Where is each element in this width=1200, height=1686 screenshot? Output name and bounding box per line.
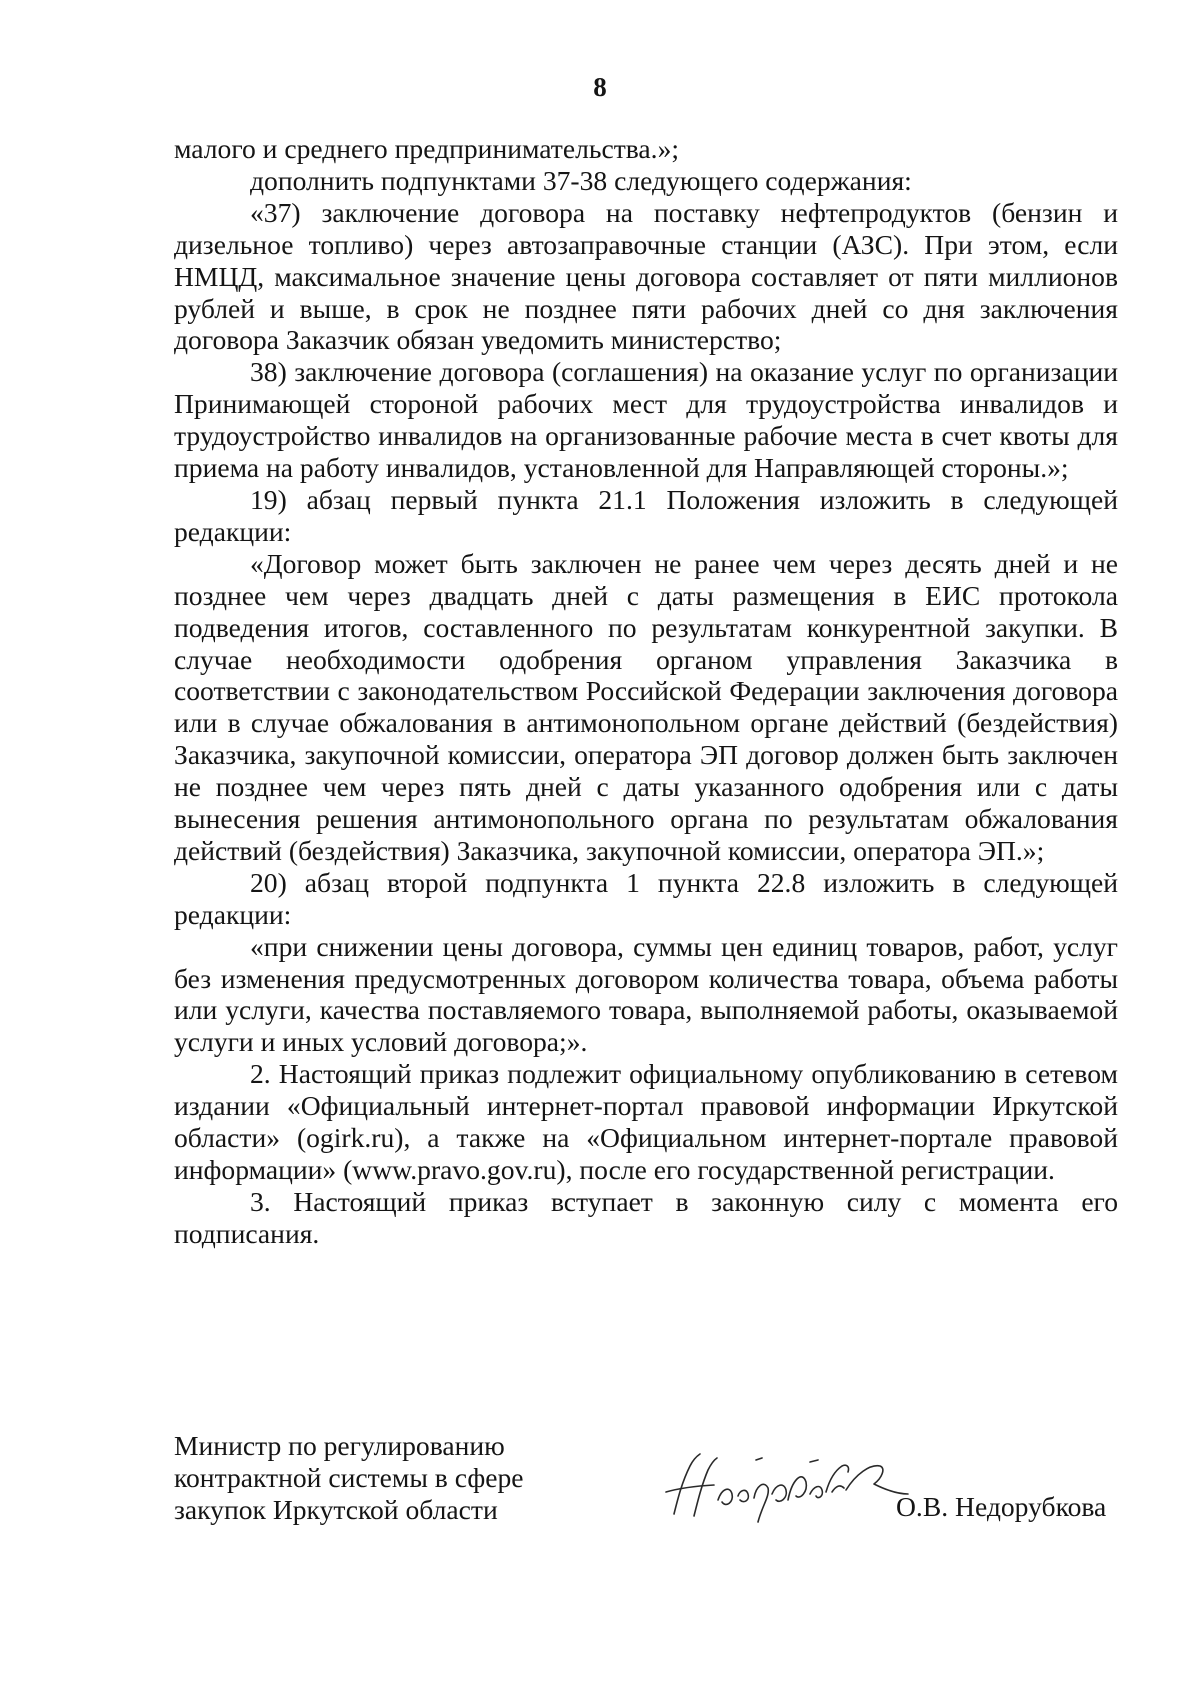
- paragraph: «при снижении цены договора, суммы цен единиц товаров, работ, услуг без изменения предусмотренных договором количества товара, объема работы или услуги, качества поставляемого товара, выполняемой работы, оказываемой услуги и иных условий договора;».: [174, 930, 1118, 1058]
- paragraph: малого и среднего предпринимательства.»;: [174, 133, 680, 164]
- paragraph: «37) заключение договора на поставку нефтепродуктов (бензин и дизельное топливо) через автозаправочные станции (АЗС). При этом, если НМЦД, максимальное значение цены договора составляет от пяти миллионов рублей и выше, в срок не позднее пяти рабочих дней со дня заключения договора Заказчик обязан уведомить министерство;: [174, 196, 1118, 356]
- paragraph: 38) заключение договора (соглашения) на оказание услуг по организации Принимающей стороной рабочих мест для трудоустройства инвалидов и трудоустройство инвалидов на организованные рабочие места в счет квоты для приема на работу инвалидов, установленной для Направляющей стороны.»;: [174, 356, 1118, 484]
- paragraph: 20) абзац второй подпункта 1 пункта 22.8 изложить в следующей редакции:: [174, 866, 1118, 930]
- paragraph: дополнить подпунктами 37-38 следующего содержания:: [250, 164, 912, 196]
- paragraph: 3. Настоящий приказ вступает в законную силу с момента его подписания.: [174, 1185, 1118, 1249]
- signatory-title: [174, 1430, 524, 1526]
- signature-text: Недорубкова: [660, 1440, 666, 1441]
- paragraph: 19) абзац первый пункта 21.1 Положения изложить в следующей редакции:: [174, 483, 1118, 547]
- signatory-title-line: контрактной системы в сфере: [174, 1461, 524, 1493]
- page-number: 8: [593, 72, 607, 102]
- signatory-title-line: Министр по регулированию: [174, 1430, 505, 1461]
- document-body: [174, 133, 1118, 1250]
- paragraph: «Договор может быть заключен не ранее чем через десять дней и не позднее чем через двадцать дней с даты размещения в ЕИС протокола подведения итогов, составленного по результатам конкурентной закупки. В случае необходимости одобрения органом управления Заказчика в соответствии с законодательством Российской Федерации заключения договора или в случае обжалования в антимонопольном органе действий (бездействия) Заказчика, закупочной комиссии, оператора ЭП договор должен быть заключен не позднее чем через пять дней с даты указанного одобрения или с даты вынесения решения антимонопольного органа по результатам обжалования действий (бездействия) Заказчика, закупочной комиссии, оператора ЭП.»;: [174, 547, 1118, 866]
- paragraph: 2. Настоящий приказ подлежит официальному опубликованию в сетевом издании «Официальный интернет-портал правовой информации Иркутской области» (ogirk.ru), а также на «Официальном интернет-портале правовой информации» (www.pravo.gov.ru), после его государственной регистрации.: [174, 1058, 1118, 1185]
- signatory-title-line: закупок Иркутской области: [174, 1493, 498, 1525]
- handwritten-signature: [660, 1440, 910, 1530]
- signer-name: О.В. Недорубкова: [896, 1491, 1107, 1522]
